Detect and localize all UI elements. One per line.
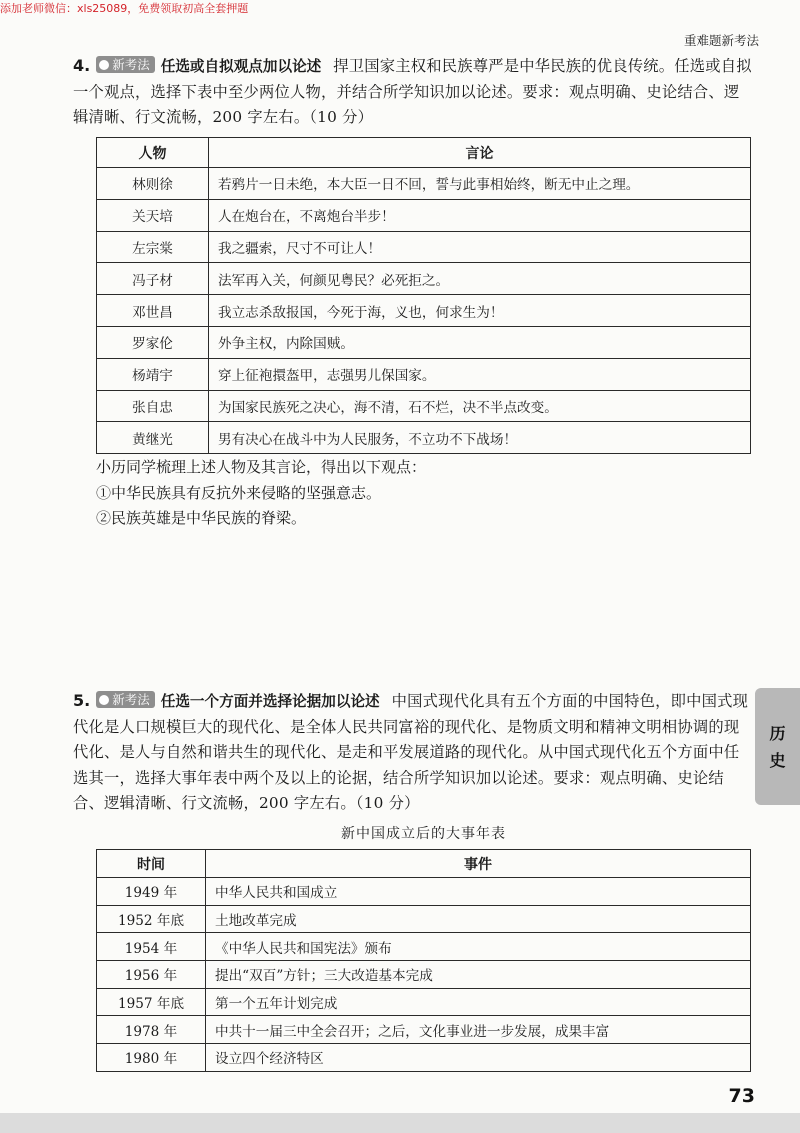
timeline-table xyxy=(96,849,751,1072)
question-text: 捍卫国家主权和民族尊严是中华民族的优良传统。任选或自拟一个观点，选择下表中至少两位人物，并结合所学知识加以论述。要求：观点明确、史论结合、逻辑清晰、行文流畅，200 字左右。（10 分） xyxy=(73,57,752,126)
viewpoint-2: ②民族英雄是中华民族的脊梁。 xyxy=(96,509,307,527)
subject-side-tab xyxy=(755,688,800,805)
column-header-person: 人物 xyxy=(97,138,209,168)
watermark-text: 添加老师微信：xls25089，免费领取初高全套押题 xyxy=(0,2,249,15)
table-row xyxy=(97,358,751,390)
person-cell: 冯子材 xyxy=(97,263,209,295)
person-cell: 罗家伦 xyxy=(97,326,209,358)
new-method-tag xyxy=(96,56,155,73)
quote-cell: 为国家民族死之决心，海不清，石不烂，决不半点改变。 xyxy=(209,390,751,422)
viewpoints-intro: 小历同学梳理上述人物及其言论，得出以下观点： xyxy=(96,458,427,476)
time-cell: 1957 年底 xyxy=(97,988,206,1016)
question-5 xyxy=(73,688,753,817)
table-row xyxy=(97,231,751,263)
footer-band xyxy=(0,1113,800,1133)
column-header-quote: 言论 xyxy=(209,138,751,168)
running-head: 重难题新考法 xyxy=(683,33,759,48)
quote-cell: 我之疆索，尺寸不可让人！ xyxy=(209,231,751,263)
question-4 xyxy=(73,53,753,131)
person-cell: 黄继光 xyxy=(97,422,209,454)
event-cell: 《中华人民共和国宪法》颁布 xyxy=(206,933,751,961)
question-text: 中国式现代化具有五个方面的中国特色，即中国式现代化是人口规模巨大的现代化、是全体人民共同富裕的现代化、是物质文明和精神文明相协调的现代化、是人与自然和谐共生的现代化、是走和平发展道路的现代化。从中国式现代化五个方面中任选其一，选择大事年表中两个及以上的论据，结合所学知识加以论述。要求：观点明确、史论结合、逻辑清晰、行文流畅，200 字左右。（10 分） xyxy=(73,692,749,812)
table-row xyxy=(97,168,751,200)
table-header-row xyxy=(97,850,751,878)
side-tab-char-1: 历 xyxy=(769,723,786,743)
event-cell: 提出“双百”方针；三大改造基本完成 xyxy=(206,961,751,989)
time-cell: 1954 年 xyxy=(97,933,206,961)
event-cell: 中华人民共和国成立 xyxy=(206,878,751,906)
viewpoint-1: ①中华民族具有反抗外来侵略的坚强意志。 xyxy=(96,483,382,502)
column-header-time: 时间 xyxy=(97,850,206,878)
table-row xyxy=(97,295,751,327)
page-number: 73 xyxy=(728,1085,755,1107)
event-cell: 第一个五年计划完成 xyxy=(206,988,751,1016)
table-row xyxy=(97,961,751,989)
quote-cell: 男有决心在战斗中为人民服务，不立功不下战场！ xyxy=(209,422,751,454)
quote-cell: 我立志杀敌报国，今死于海，义也，何求生为！ xyxy=(209,295,751,327)
table-row xyxy=(97,326,751,358)
person-cell: 杨靖宇 xyxy=(97,358,209,390)
table-row xyxy=(97,905,751,933)
person-cell: 张自忠 xyxy=(97,390,209,422)
table-row xyxy=(97,199,751,231)
time-cell: 1978 年 xyxy=(97,1016,206,1044)
person-cell: 关天培 xyxy=(97,199,209,231)
person-cell: 左宗棠 xyxy=(97,231,209,263)
table-row xyxy=(97,1016,751,1044)
table-row xyxy=(97,878,751,906)
column-header-event: 事件 xyxy=(206,850,751,878)
table-row xyxy=(97,1044,751,1072)
table-row xyxy=(97,988,751,1016)
tag-label: 新考法 xyxy=(112,57,150,72)
person-cell: 邓世昌 xyxy=(97,295,209,327)
event-cell: 土地改革完成 xyxy=(206,905,751,933)
side-tab-char-2: 史 xyxy=(769,750,786,770)
quote-cell: 人在炮台在，不离炮台半步！ xyxy=(209,199,751,231)
student-viewpoints xyxy=(96,455,756,532)
table-row xyxy=(97,933,751,961)
time-cell: 1949 年 xyxy=(97,878,206,906)
table-header-row xyxy=(97,138,751,168)
time-cell: 1952 年底 xyxy=(97,905,206,933)
question-number: 5. xyxy=(73,691,91,710)
table-row xyxy=(97,263,751,295)
event-cell: 中共十一届三中全会召开；之后，文化事业进一步发展，成果丰富 xyxy=(206,1016,751,1044)
table-row xyxy=(97,390,751,422)
quote-cell: 若鸦片一日未绝，本大臣一日不回，誓与此事相始终，断无中止之理。 xyxy=(209,168,751,200)
event-cell: 设立四个经济特区 xyxy=(206,1044,751,1072)
question-title: 任选或自拟观点加以论述 xyxy=(160,58,322,75)
quote-cell: 穿上征袍擐盔甲，志强男儿保国家。 xyxy=(209,358,751,390)
quotes-table xyxy=(96,137,751,454)
tag-label: 新考法 xyxy=(112,692,150,707)
quote-cell: 法军再入关，何颜见粤民？必死拒之。 xyxy=(209,263,751,295)
timeline-table-caption: 新中国成立后的大事年表 xyxy=(341,826,506,842)
new-method-tag xyxy=(96,691,155,708)
time-cell: 1980 年 xyxy=(97,1044,206,1072)
question-title: 任选一个方面并选择论据加以论述 xyxy=(160,693,380,710)
lightbulb-icon xyxy=(99,695,109,705)
lightbulb-icon xyxy=(99,60,109,70)
quote-cell: 外争主权，内除国贼。 xyxy=(209,326,751,358)
time-cell: 1956 年 xyxy=(97,961,206,989)
question-number: 4. xyxy=(73,56,91,75)
person-cell: 林则徐 xyxy=(97,168,209,200)
table-row xyxy=(97,422,751,454)
